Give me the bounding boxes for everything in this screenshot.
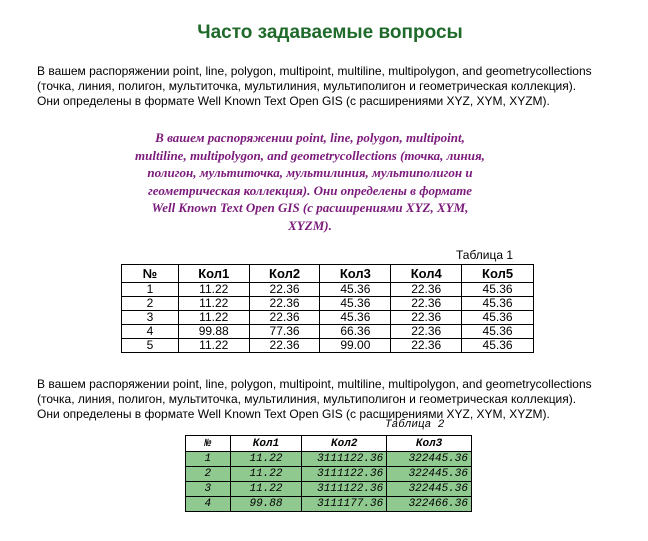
table-cell: 4	[186, 497, 231, 512]
table1-caption: Таблица 1	[456, 248, 514, 262]
quote-line: полигон, мультиточка, мультилиния, мультиполигон и	[147, 165, 473, 180]
table-cell: 45.36	[462, 339, 534, 353]
table-cell: 22.36	[391, 325, 462, 339]
table-cell: 22.36	[391, 297, 462, 311]
intro-paragraph	[37, 64, 627, 109]
table-cell: 99.88	[178, 325, 249, 339]
table-cell: 322445.36	[387, 482, 472, 497]
second-paragraph	[37, 377, 627, 422]
table-row	[122, 297, 534, 311]
table-cell: 4	[122, 325, 179, 339]
table-cell: 22.36	[391, 283, 462, 297]
table-cell: 45.36	[462, 283, 534, 297]
table-cell: 3111122.36	[302, 467, 387, 482]
table-row	[186, 497, 472, 512]
table-cell: 66.36	[320, 325, 391, 339]
table-cell: 45.36	[462, 297, 534, 311]
table-cell: 45.36	[320, 283, 391, 297]
paragraph-line: В вашем распоряжении point, line, polygon, multipoint, multiline, multipolygon, and geometrycollections	[37, 64, 592, 78]
table-cell: 3	[186, 482, 231, 497]
table-cell: 77.36	[249, 325, 320, 339]
table-cell: 22.36	[391, 311, 462, 325]
table-cell: 11.22	[178, 297, 249, 311]
table-cell: 2	[186, 467, 231, 482]
table-cell: 11.22	[230, 452, 302, 467]
table-cell: 11.22	[230, 482, 302, 497]
table-cell: 11.22	[178, 311, 249, 325]
table-cell: 5	[122, 339, 179, 353]
quote-line: multiline, multipolygon, and geometrycollections (точка, линия,	[135, 147, 485, 163]
table-cell: 22.36	[249, 283, 320, 297]
table-cell: 322445.36	[387, 467, 472, 482]
table-cell: 1	[122, 283, 179, 297]
table1-header-cell: Кол1	[178, 265, 249, 283]
table1-header-cell: Кол5	[462, 265, 534, 283]
paragraph-line: (точка, линия, полигон, мультиточка, мультилиния, мультиполигон и геометрическая коллекция).	[37, 392, 577, 406]
table-cell: 322445.36	[387, 452, 472, 467]
table2-header-cell: Кол3	[387, 436, 472, 452]
table-row	[122, 325, 534, 339]
table1-header-cell: Кол3	[320, 265, 391, 283]
paragraph-line: В вашем распоряжении point, line, polygon, multipoint, multiline, multipolygon, and geometrycollections	[37, 377, 592, 391]
table-cell: 99.88	[230, 497, 302, 512]
paragraph-line: Они определены в формате Well Known Text Open GIS (с расширениями XYZ, XYM, XYZM).	[37, 94, 550, 108]
table2	[185, 435, 472, 512]
table2-header-cell: Кол1	[230, 436, 302, 452]
table-cell: 22.36	[249, 339, 320, 353]
table-cell: 45.36	[320, 311, 391, 325]
table-cell: 22.36	[249, 311, 320, 325]
table-row	[186, 452, 472, 467]
page-title: Часто задаваемые вопросы	[197, 22, 463, 43]
table2-caption: Таблица 2	[385, 419, 445, 431]
table-cell: 3111177.36	[302, 497, 387, 512]
table-cell: 45.36	[320, 297, 391, 311]
table2-header-row	[186, 436, 472, 452]
table2-header-cell: Кол2	[302, 436, 387, 452]
table-cell: 22.36	[391, 339, 462, 353]
paragraph-line: Они определены в формате Well Known Text Open GIS (с расширениями XYZ, XYM, XYZM).	[37, 407, 550, 421]
table-cell: 11.22	[230, 467, 302, 482]
quote-line: В вашем распоряжении point, line, polygon, multipoint,	[155, 130, 465, 145]
paragraph-line: (точка, линия, полигон, мультиточка, мультилиния, мультиполигон и геометрическая коллекция).	[37, 79, 577, 93]
table2-header-cell: №	[186, 436, 231, 452]
table-cell: 3	[122, 311, 179, 325]
table1-header-cell: №	[122, 265, 179, 283]
table-cell: 45.36	[462, 325, 534, 339]
table-cell: 11.22	[178, 283, 249, 297]
table-row	[186, 467, 472, 482]
table-row	[122, 311, 534, 325]
highlighted-quote	[100, 129, 520, 234]
table-cell: 11.22	[178, 339, 249, 353]
quote-line: геометрическая коллекция). Они определены в формате	[147, 182, 473, 198]
table-row	[186, 482, 472, 497]
table1-header-cell: Кол2	[249, 265, 320, 283]
quote-line: Well Known Text Open GIS (с расширениями XYZ, XYM,	[151, 200, 469, 215]
table1-header-cell: Кол4	[391, 265, 462, 283]
table-cell: 45.36	[462, 311, 534, 325]
table-cell: 2	[122, 297, 179, 311]
table-cell: 3111122.36	[302, 452, 387, 467]
table-row	[122, 339, 534, 353]
table-cell: 322466.36	[387, 497, 472, 512]
table-row	[122, 283, 534, 297]
table-cell: 22.36	[249, 297, 320, 311]
table1	[121, 264, 534, 353]
table1-header-row	[122, 265, 534, 283]
quote-line: XYZM).	[288, 217, 332, 233]
table-cell: 99.00	[320, 339, 391, 353]
table-cell: 1	[186, 452, 231, 467]
table-cell: 3111122.36	[302, 482, 387, 497]
